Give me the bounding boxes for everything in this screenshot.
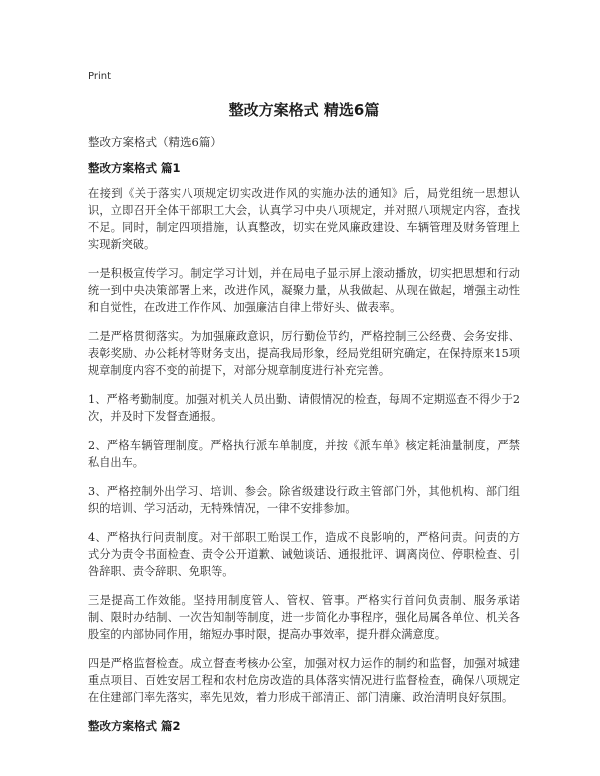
print-link[interactable]: Print xyxy=(88,71,112,82)
document-page xyxy=(88,70,520,743)
paragraph: 在接到《关于落实八项规定切实改进作风的实施办法的通知》后，局党组统一思想认识，立即召开全体干部职工大会，认真学习中央八项规定，并对照八项规定内容，查找不足。同时，制定四项措施，认真整改，切实在党风廉政建设、车辆管理及财务管理上实现新突破。 xyxy=(88,187,520,251)
paragraph: 二是严格贯彻落实。为加强廉政意识，厉行勤俭节约，严格控制三公经费、会务安排、表彰奖励、办公耗材等财务支出，提高我局形象，经局党组研究确定，在保持原来15项规章制度内容不变的前提下，对部分规章制度进行补充完善。 xyxy=(88,330,520,377)
paragraph: 2、严格车辆管理制度。严格执行派车单制度，并按《派车单》核定耗油量制度，严禁私自出车。 xyxy=(88,439,520,469)
section-heading-1: 整改方案格式 篇1 xyxy=(88,161,181,175)
section-heading-2: 整改方案格式 篇2 xyxy=(88,719,181,733)
paragraph: 四是严格监督检查。成立督查考核办公室，加强对权力运作的制约和监督，加强对城建重点项目、百姓安居工程和农村危房改造的具体落实情况进行监督检查，确保八项规定在住建部门率先落实，率先见效，着力形成干部清正、部门清廉、政治清明良好氛围。 xyxy=(88,657,520,704)
paragraph: 3、严格控制外出学习、培训、参会。除省级建设行政主管部门外，其他机构、部门组织的培训、学习活动，无特殊情况，一律不安排参加。 xyxy=(88,485,520,515)
page-title: 整改方案格式 精选6篇 xyxy=(228,101,380,119)
paragraph: 三是提高工作效能。坚持用制度管人、管权、管事。严格实行首问负责制、服务承诺制、限时办结制、一次告知制等制度，进一步简化办事程序，强化局属各单位、机关各股室的内部协同作用，缩短办事时限，提高办事效率，提升群众满意度。 xyxy=(88,594,520,641)
paragraph: 一是积极宣传学习。制定学习计划，并在局电子显示屏上滚动播放，切实把思想和行动统一到中央决策部署上来，改进作风，凝聚力量，从我做起、从现在做起，增强主动性和自觉性，在改进工作作风、加强廉洁自律上带好头、做表率。 xyxy=(88,267,520,314)
document-subtitle: 整改方案格式（精选6篇） xyxy=(88,135,222,149)
paragraph: 1、严格考勤制度。加强对机关人员出勤、请假情况的检查，每周不定期巡查不得少于2次，并及时下发督查通报。 xyxy=(88,393,520,423)
paragraph: 4、严格执行问责制度。对干部职工贻误工作，造成不良影响的，严格问责。问责的方式分为责令书面检查、责令公开道歉、诫勉谈话、通报批评、调离岗位、停职检查、引咎辞职、责令辞职、免职等。 xyxy=(88,531,520,578)
